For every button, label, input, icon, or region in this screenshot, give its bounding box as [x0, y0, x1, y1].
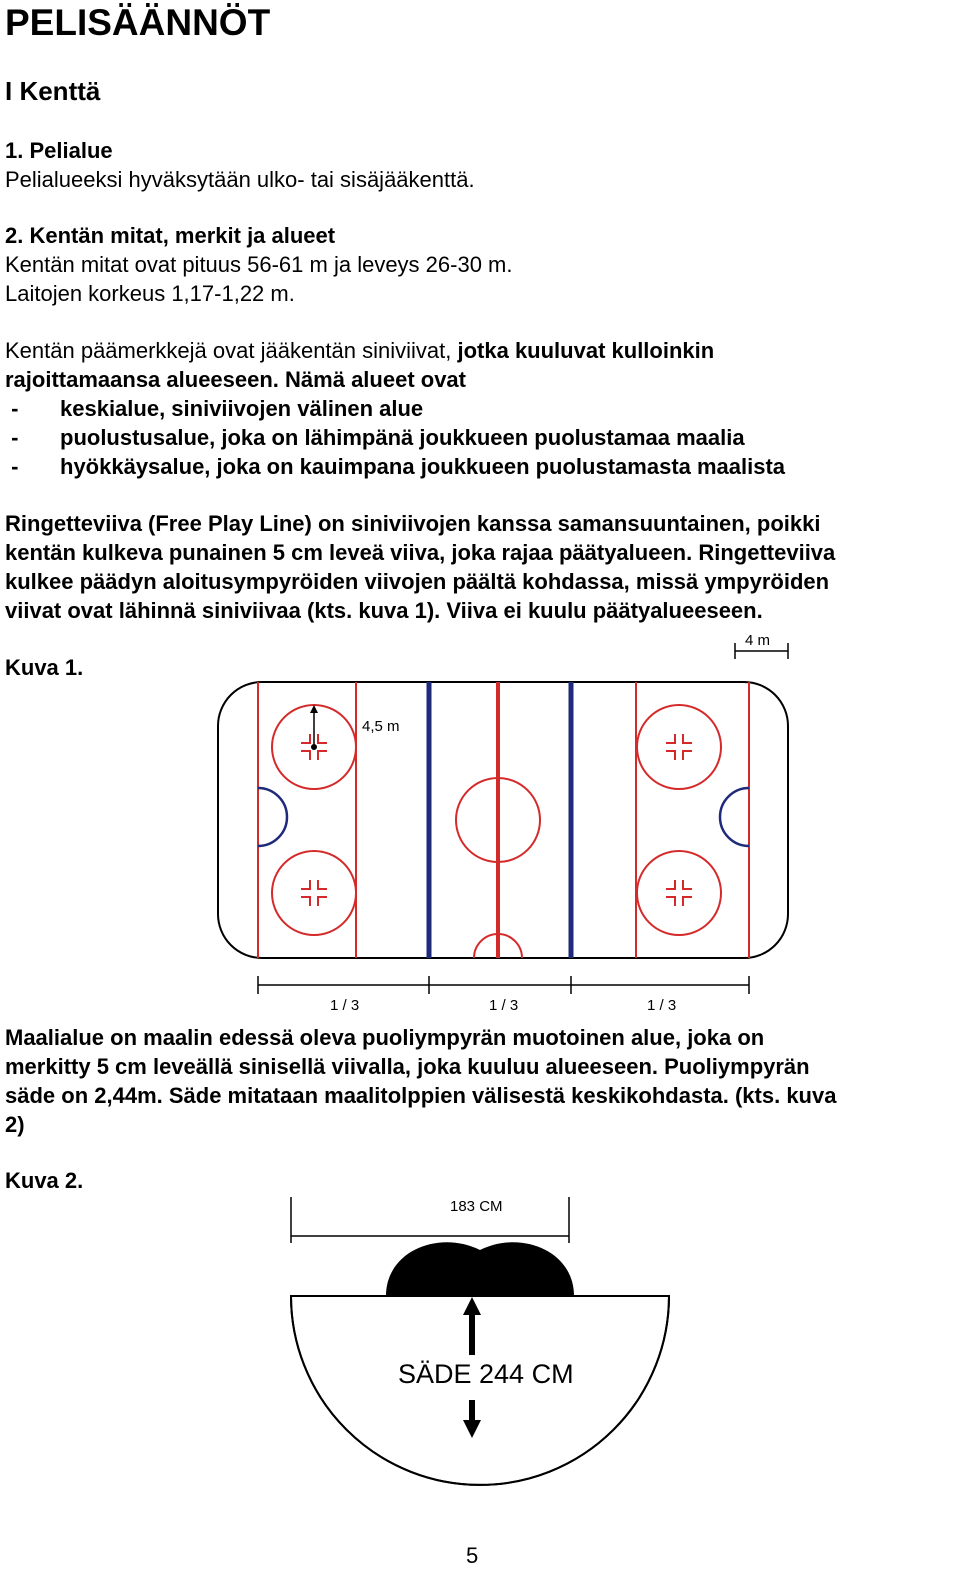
section2-paragraph-line1 — [5, 337, 714, 366]
radius-arrow-head — [310, 705, 318, 713]
list-item-text: keskialue, siniviivojen välinen alue — [60, 396, 424, 421]
faceoff-dot — [311, 744, 317, 750]
list-item: - puolustusalue, joka on lähimpänä joukkueen puolustamaa maalia — [5, 425, 745, 450]
list-item: - keskialue, siniviivojen välinen alue — [5, 396, 424, 421]
third-label: 1 / 3 — [489, 997, 519, 1014]
dimension-183cm — [291, 1197, 569, 1243]
dim-4m-label: 4 m — [745, 632, 771, 649]
figure1-caption: Kuva 1. — [5, 655, 84, 680]
goal-crease-left — [258, 788, 287, 846]
radius-arrow-up — [463, 1297, 481, 1355]
para2-normal: Nämä alueet ovat — [278, 367, 466, 392]
thirds-dimension — [258, 976, 749, 994]
third-label: 1 / 3 — [647, 997, 677, 1014]
page-number: 5 — [466, 1543, 479, 1568]
list-item-text: puolustusalue, joka on lähimpänä joukkueen puolustamaa maalia — [60, 425, 745, 450]
goal-area-line: merkitty 5 cm leveällä sinisellä viivalla, joka kuuluu alueeseen. Puoliympyrän — [5, 1054, 810, 1079]
width-label: 183 CM — [450, 1198, 503, 1215]
chapter-heading: I Kenttä — [5, 76, 101, 106]
section2-heading: 2. Kentän mitat, merkit ja alueet — [5, 223, 336, 248]
hash-mark — [666, 734, 692, 760]
radius-arrow-down — [463, 1400, 481, 1438]
faceoff-circle-top-right — [637, 705, 721, 789]
goal-crease-right — [720, 788, 749, 846]
para-normal: Kentän päämerkkejä ovat jääkentän siniviivat, — [5, 338, 452, 363]
figure2-caption: Kuva 2. — [5, 1168, 84, 1193]
ringette-line: kulkee päädyn aloitusympyröiden viivojen päältä kohdassa, missä ympyröiden — [5, 569, 830, 594]
center-dot — [497, 819, 500, 822]
section2-line2: Laitojen korkeus 1,17-1,22 m. — [5, 281, 295, 306]
section1-text: Pelialueeksi hyväksytään ulko- tai sisäjääkenttä. — [5, 167, 475, 192]
ringette-line: Ringetteviiva (Free Play Line) on siniviivojen kanssa samansuuntainen, poikki — [5, 511, 821, 536]
section2-paragraph-line2 — [5, 366, 466, 395]
list-item-text: hyökkäysalue, joka on kauimpana joukkueen puolustamasta maalista — [60, 454, 786, 479]
crease-arc — [291, 1296, 669, 1485]
crease-semicircle — [291, 1296, 669, 1485]
section2-line1: Kentän mitat ovat pituus 56-61 m ja leveys 26-30 m. — [5, 252, 513, 277]
rink-diagram — [0, 620, 960, 1030]
goal-area-line: 2) — [5, 1112, 25, 1137]
radius-label: 4,5 m — [362, 718, 400, 735]
section1-heading: 1. Pelialue — [5, 138, 113, 163]
ringette-line: viivat ovat lähinnä siniviivaa (kts. kuva 1). Viiva ei kuulu päätyalueeseen. — [5, 598, 763, 623]
goal-crease-diagram — [0, 1190, 960, 1520]
para-bold: jotka kuuluvat kulloinkin — [451, 338, 715, 363]
page-title: PELISÄÄNNÖT — [5, 2, 271, 43]
ringette-line: kentän kulkeva punainen 5 cm leveä viiva, joka rajaa päätyalueen. Ringetteviiva — [5, 540, 836, 565]
list-item: - hyökkäysalue, joka on kauimpana joukkueen puolustamasta maalista — [5, 454, 786, 479]
goal-shape — [386, 1242, 574, 1296]
third-label: 1 / 3 — [330, 997, 360, 1014]
radius-label: SÄDE 244 CM — [398, 1359, 574, 1389]
faceoff-circle-bottom-right — [637, 851, 721, 935]
hash-mark — [666, 880, 692, 906]
faceoff-circle-bottom-left — [272, 851, 356, 935]
hash-mark — [301, 880, 327, 906]
goal-area-line: Maalialue on maalin edessä oleva puoliympyrän muotoinen alue, joka on — [5, 1025, 765, 1050]
rink-outline — [218, 682, 788, 958]
goal-area-line: säde on 2,44m. Säde mitataan maalitolppien välisestä keskikohdasta. (kts. kuva — [5, 1083, 837, 1108]
para2-bold: rajoittamaansa alueeseen. — [5, 367, 279, 392]
